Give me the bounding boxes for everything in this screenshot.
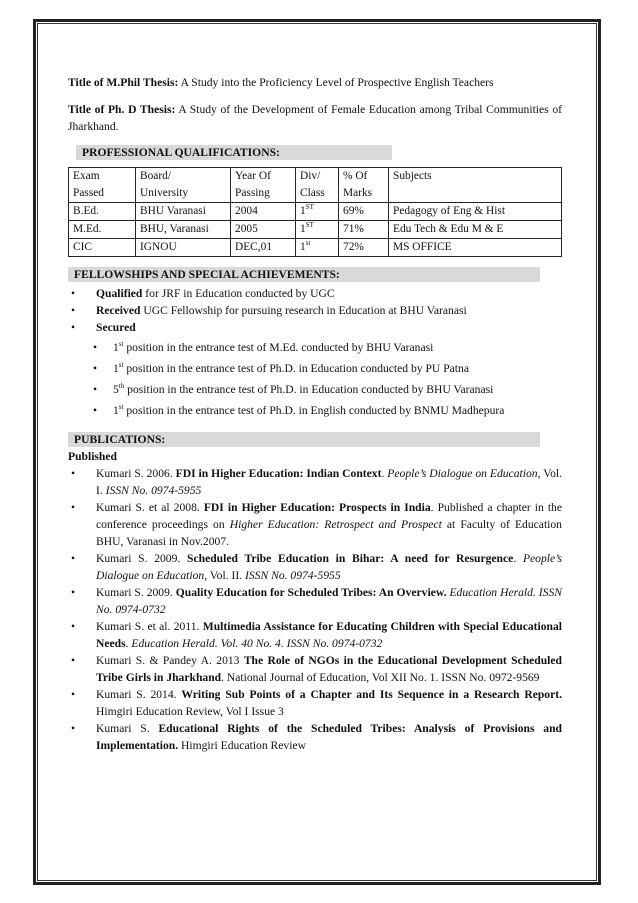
table-row: [69, 203, 562, 221]
mphil-title: A Study into the Proficiency Level of Prospective English Teachers: [180, 76, 494, 89]
table-row: [69, 239, 562, 257]
bullet-icon: •: [71, 586, 76, 599]
list-item: • Kumari S. Educational Rights of the Scheduled Tribes: Analysis of Provisions and Implementation. Himgiri Education Review: [71, 722, 562, 752]
phd-thesis-line: [68, 101, 562, 135]
header-subjects: Subjects: [389, 168, 562, 203]
fellowships-list: [68, 285, 562, 336]
publications-heading: PUBLICATIONS:: [68, 432, 540, 447]
qualifications-heading: PROFESSIONAL QUALIFICATIONS:: [76, 145, 392, 160]
header-marks: % Of Marks: [339, 168, 389, 203]
fellowships-heading: FELLOWSHIPS AND SPECIAL ACHIEVEMENTS:: [68, 267, 540, 282]
cell-div: 1ST: [296, 203, 339, 221]
cell-year: 2005: [231, 221, 296, 239]
list-item: • Kumari S. & Pandey A. 2013 The Role of NGOs in the Educational Development Scheduled Tribe Girls in Jharkhand. National Journal of Education, Vol XII No. 1. ISSN No. 0972-9569: [71, 654, 562, 684]
phd-title: A Study of the Development of Female Education among Tribal Communities of Jharkhand.: [68, 103, 562, 133]
list-item: • Secured: [71, 321, 136, 334]
publications-subheading: Published: [68, 450, 117, 463]
positions-list: [68, 339, 562, 419]
cell-marks: 72%: [339, 239, 389, 257]
bullet-icon: •: [93, 341, 98, 354]
bullet-icon: •: [71, 688, 76, 701]
list-item: • Received UGC Fellowship for pursuing research in Education at BHU Varanasi: [71, 304, 467, 317]
cell-year: DEC,01: [231, 239, 296, 257]
bullet-icon: •: [93, 404, 98, 417]
cell-div: 1ST: [296, 221, 339, 239]
list-item: • Kumari S. 2014. Writing Sub Points of a Chapter and Its Sequence in a Research Report. Himgiri Education Review, Vol I Issue 3: [71, 688, 562, 718]
bullet-icon: •: [71, 501, 76, 514]
cell-year: 2004: [231, 203, 296, 221]
cell-exam: B.Ed.: [69, 203, 136, 221]
header-div: Div/ Class: [296, 168, 339, 203]
list-item: • Qualified for JRF in Education conducted by UGC: [71, 287, 335, 300]
bullet-icon: •: [71, 467, 76, 480]
list-item: • Kumari S. et al. 2011. Multimedia Assistance for Educating Children with Special Educational Needs. Education Herald. Vol. 40 No. 4. ISSN No. 0974-0732: [71, 620, 562, 650]
cell-marks: 69%: [339, 203, 389, 221]
cell-board: BHU Varanasi: [136, 203, 231, 221]
bullet-icon: •: [71, 722, 76, 735]
bullet-icon: •: [71, 552, 76, 565]
resume-content: [68, 74, 562, 754]
cell-subjects: Pedagogy of Eng & Hist: [389, 203, 562, 221]
mphil-thesis-line: [68, 74, 562, 91]
bullet-icon: •: [93, 362, 98, 375]
list-item: • 1st position in the entrance test of M.Ed. conducted by BHU Varanasi: [93, 340, 434, 354]
phd-label: Title of Ph. D Thesis:: [68, 103, 176, 116]
table-row: [69, 221, 562, 239]
header-board: Board/ University: [136, 168, 231, 203]
list-item: • Kumari S. 2009. Scheduled Tribe Education in Bihar: A need for Resurgence. People’s Dialogue on Education, Vol. II. ISSN No. 0974-5955: [71, 552, 563, 582]
qualifications-table: [68, 167, 562, 257]
table-header-row: [69, 168, 562, 203]
list-item: • Kumari S. 2009. Quality Education for Scheduled Tribes: An Overview. Education Herald. ISSN No. 0974-0732: [71, 586, 562, 616]
cell-subjects: Edu Tech & Edu M & E: [389, 221, 562, 239]
header-year: Year Of Passing: [231, 168, 296, 203]
list-item: • 1st position in the entrance test of Ph.D. in Education conducted by PU Patna: [93, 361, 469, 375]
bullet-icon: •: [71, 304, 76, 317]
mphil-label: Title of M.Phil Thesis:: [68, 76, 179, 89]
bullet-icon: •: [71, 321, 76, 334]
list-item: • 1st position in the entrance test of Ph.D. in English conducted by BNMU Madhepura: [93, 403, 505, 417]
bullet-icon: •: [93, 383, 98, 396]
bullet-icon: •: [71, 654, 76, 667]
cell-div: 1st: [296, 239, 339, 257]
header-exam: Exam Passed: [69, 168, 136, 203]
bullet-icon: •: [71, 620, 76, 633]
cell-exam: CIC: [69, 239, 136, 257]
list-item: • 5th position in the entrance test of Ph.D. in Education conducted by BHU Varanasi: [93, 382, 494, 396]
list-item: • Kumari S. 2006. FDI in Higher Education: Indian Context. People’s Dialogue on Education, Vol. I. ISSN No. 0974-5955: [71, 467, 562, 497]
cell-marks: 71%: [339, 221, 389, 239]
cell-exam: M.Ed.: [69, 221, 136, 239]
publications-list: [68, 465, 562, 754]
bullet-icon: •: [71, 287, 76, 300]
cell-board: BHU, Varanasi: [136, 221, 231, 239]
cell-board: IGNOU: [136, 239, 231, 257]
cell-subjects: MS OFFICE: [389, 239, 562, 257]
list-item: • Kumari S. et al 2008. FDI in Higher Education: Prospects in India. Published a chapter in the conference proceedings on Higher Education: Retrospect and Prospect at Faculty of Education BHU, Varanasi in Nov.2007.: [71, 501, 562, 548]
